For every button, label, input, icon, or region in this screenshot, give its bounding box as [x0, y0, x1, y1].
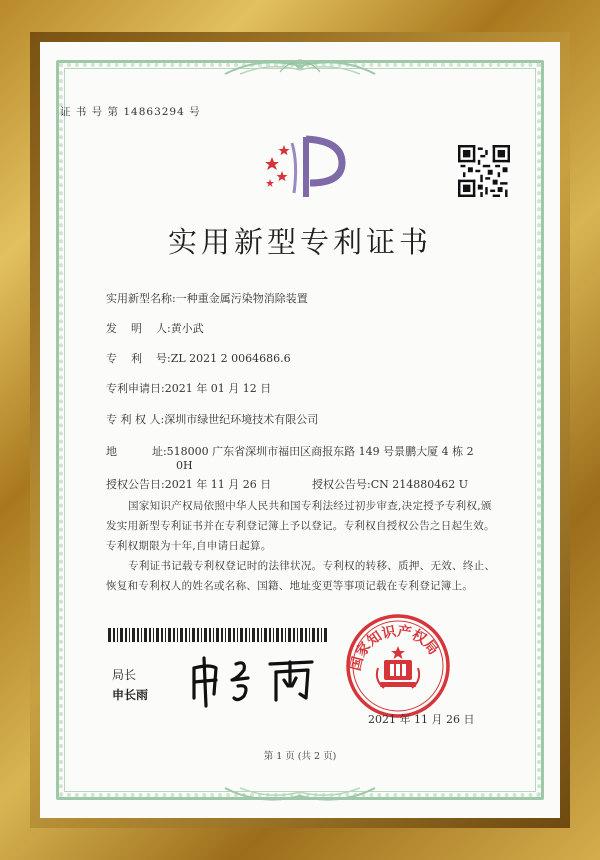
field-label: 专 利 权 人: [106, 413, 165, 426]
field-value: ZL 2021 2 0064686.6 [170, 352, 291, 365]
certificate-title: 实用新型专利证书 [167, 225, 432, 259]
field-value: CN 214880462 U [370, 478, 469, 491]
paragraph-grant-statement: 国家知识产权局依照中华人民共和国专利法经过初步审查,决定授予专利权,颁发实用新型专利证书并在专利登记簿上予以登记。专利权自授权公告之日起生效。专利权期限为十年,自申请日起算。 [106, 500, 495, 552]
barcode-icon [108, 628, 328, 642]
paragraph-legal-status: 专利证书记载专利权登记时的法律状况。专利权的转移、质押、无效、终止、恢复和专利权人的姓名或名称、国籍、地址变更等事项记载在专利登记簿上。 [106, 560, 496, 592]
qr-code-icon [458, 145, 510, 197]
field-grant-number [312, 476, 468, 492]
seal-text: 国家知识产权局 [347, 623, 442, 673]
field-utility-model-name [106, 290, 308, 306]
field-address [106, 443, 474, 459]
official-title: 局长 [112, 668, 137, 682]
patent-office-emblem-icon [258, 133, 350, 201]
field-label: 授权公告日: [106, 478, 165, 491]
field-value: 518000 广东省深圳市福田区商报东路 149 号景鹏大厦 4 栋 2 [166, 445, 474, 458]
field-inventor [106, 320, 204, 336]
field-value: 0H [176, 459, 193, 472]
field-value: 2021 年 11 月 26 日 [164, 478, 272, 491]
field-value: 一种重金属污染物消除装置 [175, 292, 308, 305]
field-label: 发 明 人: [106, 322, 171, 335]
top-ornament [220, 54, 380, 78]
field-value: 深圳市绿世纪环境技术有限公司 [164, 413, 319, 426]
seal-date: 2021 年 11 月 26 日 [368, 713, 475, 726]
field-patent-number [106, 350, 291, 366]
official-seal-icon [344, 612, 452, 720]
field-address-continued [176, 459, 193, 472]
field-value: 黄小武 [170, 322, 204, 335]
page-number: 第 1 页 (共 2 页) [263, 751, 337, 762]
signature [180, 652, 330, 708]
bottom-ornament [220, 784, 380, 808]
field-label: 实用新型名称: [106, 292, 176, 305]
field-patent-holder [106, 411, 318, 427]
field-label: 专 利 号: [106, 352, 171, 365]
field-label: 地 址: [106, 445, 167, 458]
certificate-number: 证 书 号 第 14863294 号 [60, 106, 201, 118]
field-label: 授权公告号: [312, 478, 371, 491]
field-filing-date [106, 380, 271, 396]
official-name: 申长雨 [112, 688, 149, 702]
field-grant-date [106, 476, 271, 492]
field-label: 专利申请日: [106, 382, 165, 395]
field-value: 2021 年 01 月 12 日 [164, 382, 272, 395]
